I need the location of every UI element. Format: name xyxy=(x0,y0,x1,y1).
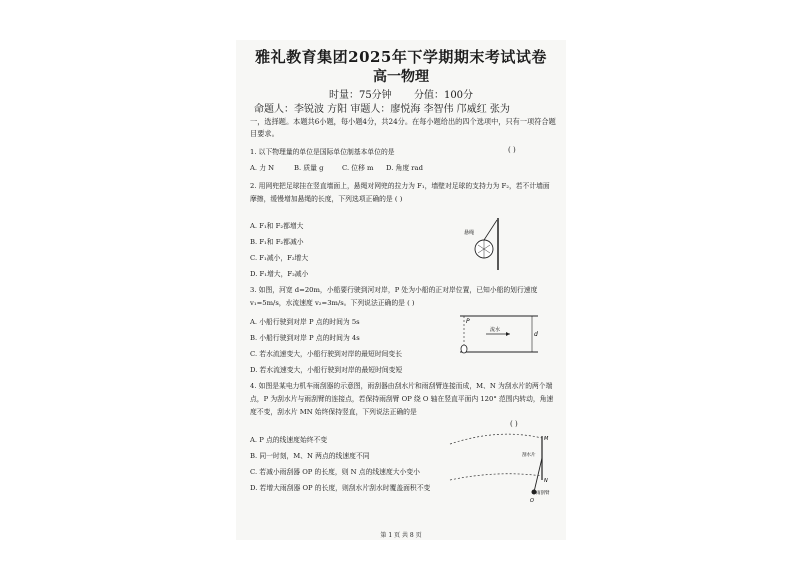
question-2-option-d: D. F₁增大，F₂减小 xyxy=(250,270,309,278)
blade-label: 刮水片 xyxy=(522,453,536,458)
question-4-option-a: A. P 点的线速度始终不变 xyxy=(250,436,328,444)
question-1-option-c: C. 位移 m xyxy=(342,164,374,172)
question-2-answer-bracket: ( ) xyxy=(394,195,403,203)
point-m-label: M xyxy=(544,436,549,442)
question-4-option-d: D. 若增大雨刮器 OP 的长度，则刮水片刮水时覆盖面积不变 xyxy=(250,484,431,492)
rope-line xyxy=(484,220,497,240)
arc-top xyxy=(450,434,542,444)
exam-authors: 命题人：李锐波 方阳 审题人：廖悦海 李智伟 邝威红 张为 xyxy=(254,104,510,115)
question-3-stem xyxy=(250,284,554,310)
question-3-option-d: D. 若水流速变大，小船行驶到对岸的最短时间变短 xyxy=(250,366,403,374)
exam-title: 雅礼教育集团2025年下学期期末考试试卷 xyxy=(255,48,547,66)
question-4-text: 4. 如图是某电力机车雨刮器的示意图，雨刮器由刮水片和雨刮臂连接而成，M、N 为刮水片的两个端点，P 为刮水片与雨刮臂的连接点，若保持雨刮臂 OP 绕 O 轴在竖直平面内 120° 范围内转动，角速度不变，刮水片 MN 始终保持竖直，下列说法正确的是 xyxy=(250,382,554,416)
question-4-figure xyxy=(446,428,550,504)
question-4-option-c: C. 若减小雨刮器 OP 的长度，则 N 点的线速度大小变小 xyxy=(250,468,420,476)
width-d-label: d xyxy=(534,331,538,338)
flow-arrowhead xyxy=(506,332,510,336)
question-2-option-b: B. F₁和 F₂都减小 xyxy=(250,238,304,246)
section-instructions: 一，选择题。本题共6小题，每小题4分，共24分。在每小题给出的四个选项中，只有一项符合题目要求。 xyxy=(250,117,556,138)
question-4-stem xyxy=(250,380,554,419)
question-3-text: 3. 如图，河宽 d=20m，小船要行驶到河对岸，P 处为小船的正对岸位置，已知小船的划行速度 v₁=5m/s，水流速度 v₂=3m/s。下列说法正确的是 xyxy=(250,286,538,307)
flow-label: 流水 xyxy=(490,327,501,333)
question-3-answer-bracket: ( ) xyxy=(407,299,415,307)
exam-page xyxy=(236,40,566,540)
question-4-answer-bracket: ( ) xyxy=(510,420,518,428)
arm-label: 雨刮臂 xyxy=(536,491,550,496)
question-1-option-a: A. 力 N xyxy=(250,164,275,172)
question-2-option-c: C. F₁减小，F₂增大 xyxy=(250,254,309,262)
question-1-option-b: B. 质量 g xyxy=(294,164,324,172)
point-o-label: O xyxy=(530,498,534,504)
exam-subtitle: 高一物理 xyxy=(373,69,429,85)
question-1-text: 1. 以下物理量的单位是国际单位制基本单位的是 xyxy=(250,148,395,156)
question-3-option-a: A. 小船行驶到对岸 P 点的时间为 5s xyxy=(250,318,360,326)
exam-meta xyxy=(236,86,566,101)
exam-time: 时量：75分钟 xyxy=(328,90,392,101)
rope-label: 悬绳 xyxy=(464,230,475,236)
question-3-option-c: C. 若水流速变大，小船行驶到对岸的最短时间变长 xyxy=(250,350,403,358)
question-2-figure xyxy=(464,218,504,270)
boat-icon xyxy=(461,345,467,353)
page-footer: 第 1 页 共 8 页 xyxy=(380,532,422,539)
question-2-stem xyxy=(250,180,554,206)
question-3-figure xyxy=(458,312,542,358)
question-4-option-b: B. 同一时刻，M、N 两点的线速度不同 xyxy=(250,452,370,460)
question-2-text: 2. 用网兜把足球挂在竖直墙面上，悬绳对网兜的拉力为 F₁，墙壁对足球的支持力为 F₂，若不计墙面摩擦，缓慢增加悬绳的长度，下列选项正确的是 xyxy=(250,182,550,203)
question-1-answer-bracket: ( ) xyxy=(508,146,516,154)
question-3-option-b: B. 小船行驶到对岸 P 点的时间为 4s xyxy=(250,334,360,342)
question-2-option-a: A. F₁和 F₂都增大 xyxy=(250,222,304,230)
point-n-label: N xyxy=(544,478,548,484)
point-p-label: P xyxy=(466,318,470,325)
question-1-option-d: D. 角度 rad xyxy=(386,164,423,172)
arc-bottom xyxy=(450,474,542,480)
exam-score: 分值：100分 xyxy=(413,90,474,101)
